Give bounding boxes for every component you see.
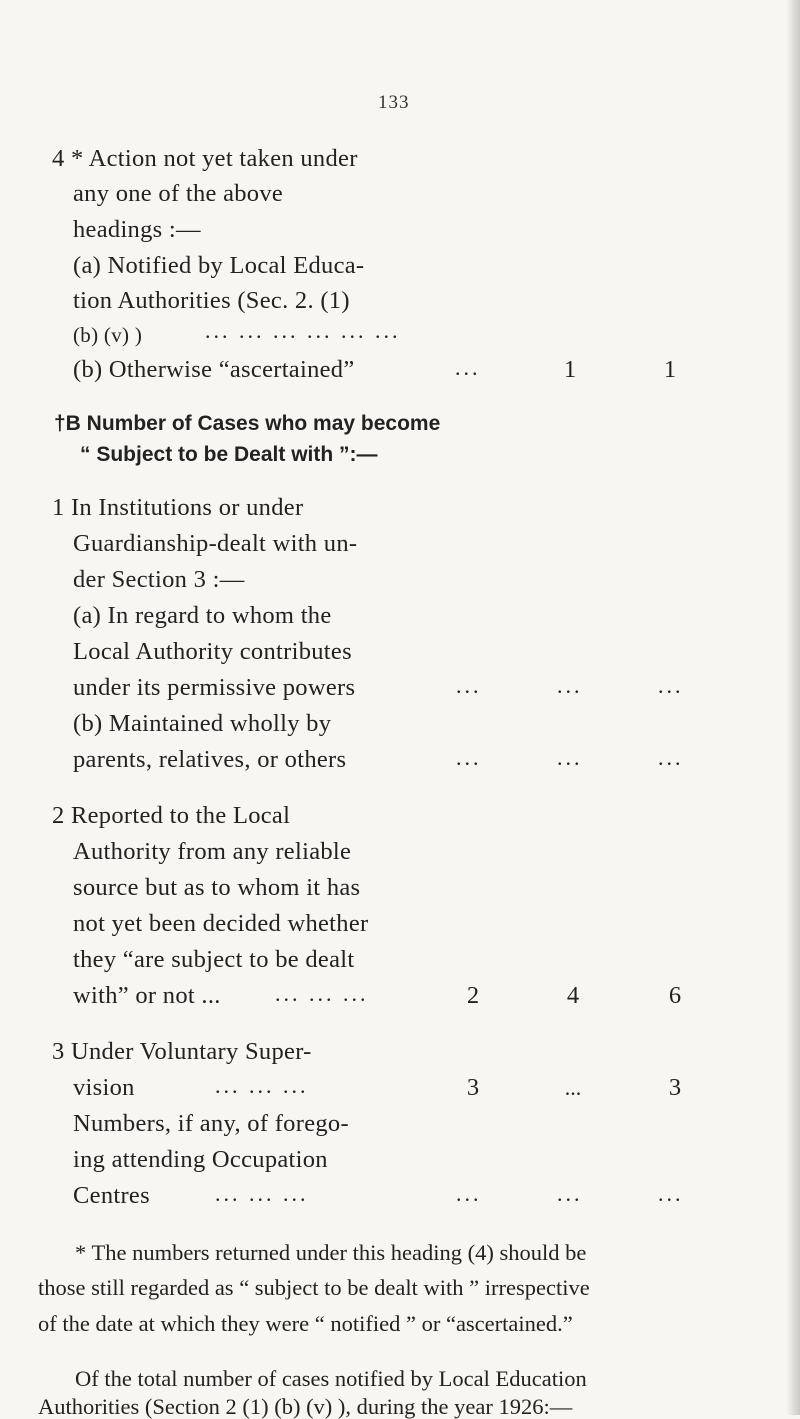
- item3-vision-value-1: 3: [466, 1074, 480, 1101]
- page-edge-shadow: [786, 0, 800, 1415]
- item2-value-2: 4: [566, 982, 580, 1009]
- item3-line-4: ing attending Occupation: [73, 1146, 328, 1173]
- section4-line-4: (a) Notified by Local Educa-: [73, 252, 365, 279]
- item2-line-3: source but as to whom it has: [73, 874, 361, 901]
- item2-line-6: with” or not ...: [73, 982, 221, 1009]
- item3-line-1: 3 Under Voluntary Super-: [52, 1038, 312, 1065]
- item2-line-4: not yet been decided whether: [73, 910, 369, 937]
- item1-line-6: under its permissive powers: [73, 674, 356, 701]
- item1-a-dots-1: ...: [456, 673, 482, 698]
- closing-line-2: Authorities (Section 2 (1) (b) (v) ), during the year 1926:—: [38, 1394, 573, 1419]
- item3-line-2: vision: [73, 1074, 135, 1101]
- item1-line-5: Local Authority contributes: [73, 638, 352, 665]
- item3-line-3: Numbers, if any, of forego-: [73, 1110, 349, 1137]
- item2-value-1: 2: [466, 982, 480, 1009]
- item3-centres-value-3: ...: [658, 1181, 684, 1206]
- section-b-heading-line-1: †B Number of Cases who may become: [54, 412, 441, 435]
- section4-row-b-value-1: 1: [563, 356, 577, 383]
- footnote-line-1: * The numbers returned under this heading (4) should be: [75, 1240, 587, 1265]
- section4-row-b-value-2: 1: [663, 356, 677, 383]
- section4-line-2: any one of the above: [73, 180, 284, 207]
- item1-b-dots-1: ...: [456, 745, 482, 770]
- item2-line-5: they “are subject to be dealt: [73, 946, 355, 973]
- item1-line-3: der Section 3 :—: [73, 566, 245, 593]
- item3-centres-value-1: ...: [456, 1181, 482, 1206]
- item2-value-3: 6: [668, 982, 682, 1009]
- item2-line-2: Authority from any reliable: [73, 838, 352, 865]
- item2-line-1: 2 Reported to the Local: [52, 802, 291, 829]
- item1-b-dots-3: ...: [658, 745, 684, 770]
- section4-line-6: (b) (v) ): [73, 323, 143, 347]
- closing-line-1: Of the total number of cases notified by Local Education: [75, 1366, 587, 1391]
- item3-centres-dots: ... ... ...: [215, 1181, 309, 1206]
- section4-row-a-dots: ... ... ... ... ... ...: [205, 318, 401, 343]
- section4-row-b-dots: ...: [455, 355, 481, 380]
- item3-line-5: Centres: [73, 1182, 150, 1209]
- section4-row-b-label: (b) Otherwise “ascertained”: [73, 356, 355, 383]
- item3-vision-value-3: 3: [668, 1074, 682, 1101]
- item1-line-4: (a) In regard to whom the: [73, 602, 332, 629]
- item2-row-dots: ... ... ...: [275, 981, 369, 1006]
- item3-vision-dots: ... ... ...: [215, 1073, 309, 1098]
- item1-line-7: (b) Maintained wholly by: [73, 710, 332, 737]
- page-number: 133: [378, 92, 410, 113]
- item1-b-dots-2: ...: [557, 745, 583, 770]
- item1-line-1: 1 In Institutions or under: [52, 494, 304, 521]
- item1-line-2: Guardianship-dealt with un-: [73, 530, 358, 557]
- section4-line-1: 4 * Action not yet taken under: [52, 145, 358, 172]
- footnote-line-3: of the date at which they were “ notified ” or “ascertained.”: [38, 1311, 573, 1336]
- item3-vision-value-2: ...: [564, 1075, 582, 1100]
- item1-a-dots-2: ...: [557, 673, 583, 698]
- item1-line-8: parents, relatives, or others: [73, 746, 347, 773]
- section4-line-3: headings :—: [73, 216, 201, 243]
- section4-line-5: tion Authorities (Sec. 2. (1): [73, 287, 350, 314]
- item3-centres-value-2: ...: [557, 1181, 583, 1206]
- item1-a-dots-3: ...: [658, 673, 684, 698]
- footnote-line-2: those still regarded as “ subject to be dealt with ” irrespective: [38, 1275, 590, 1300]
- section-b-heading-line-2: “ Subject to be Dealt with ”:—: [80, 443, 378, 466]
